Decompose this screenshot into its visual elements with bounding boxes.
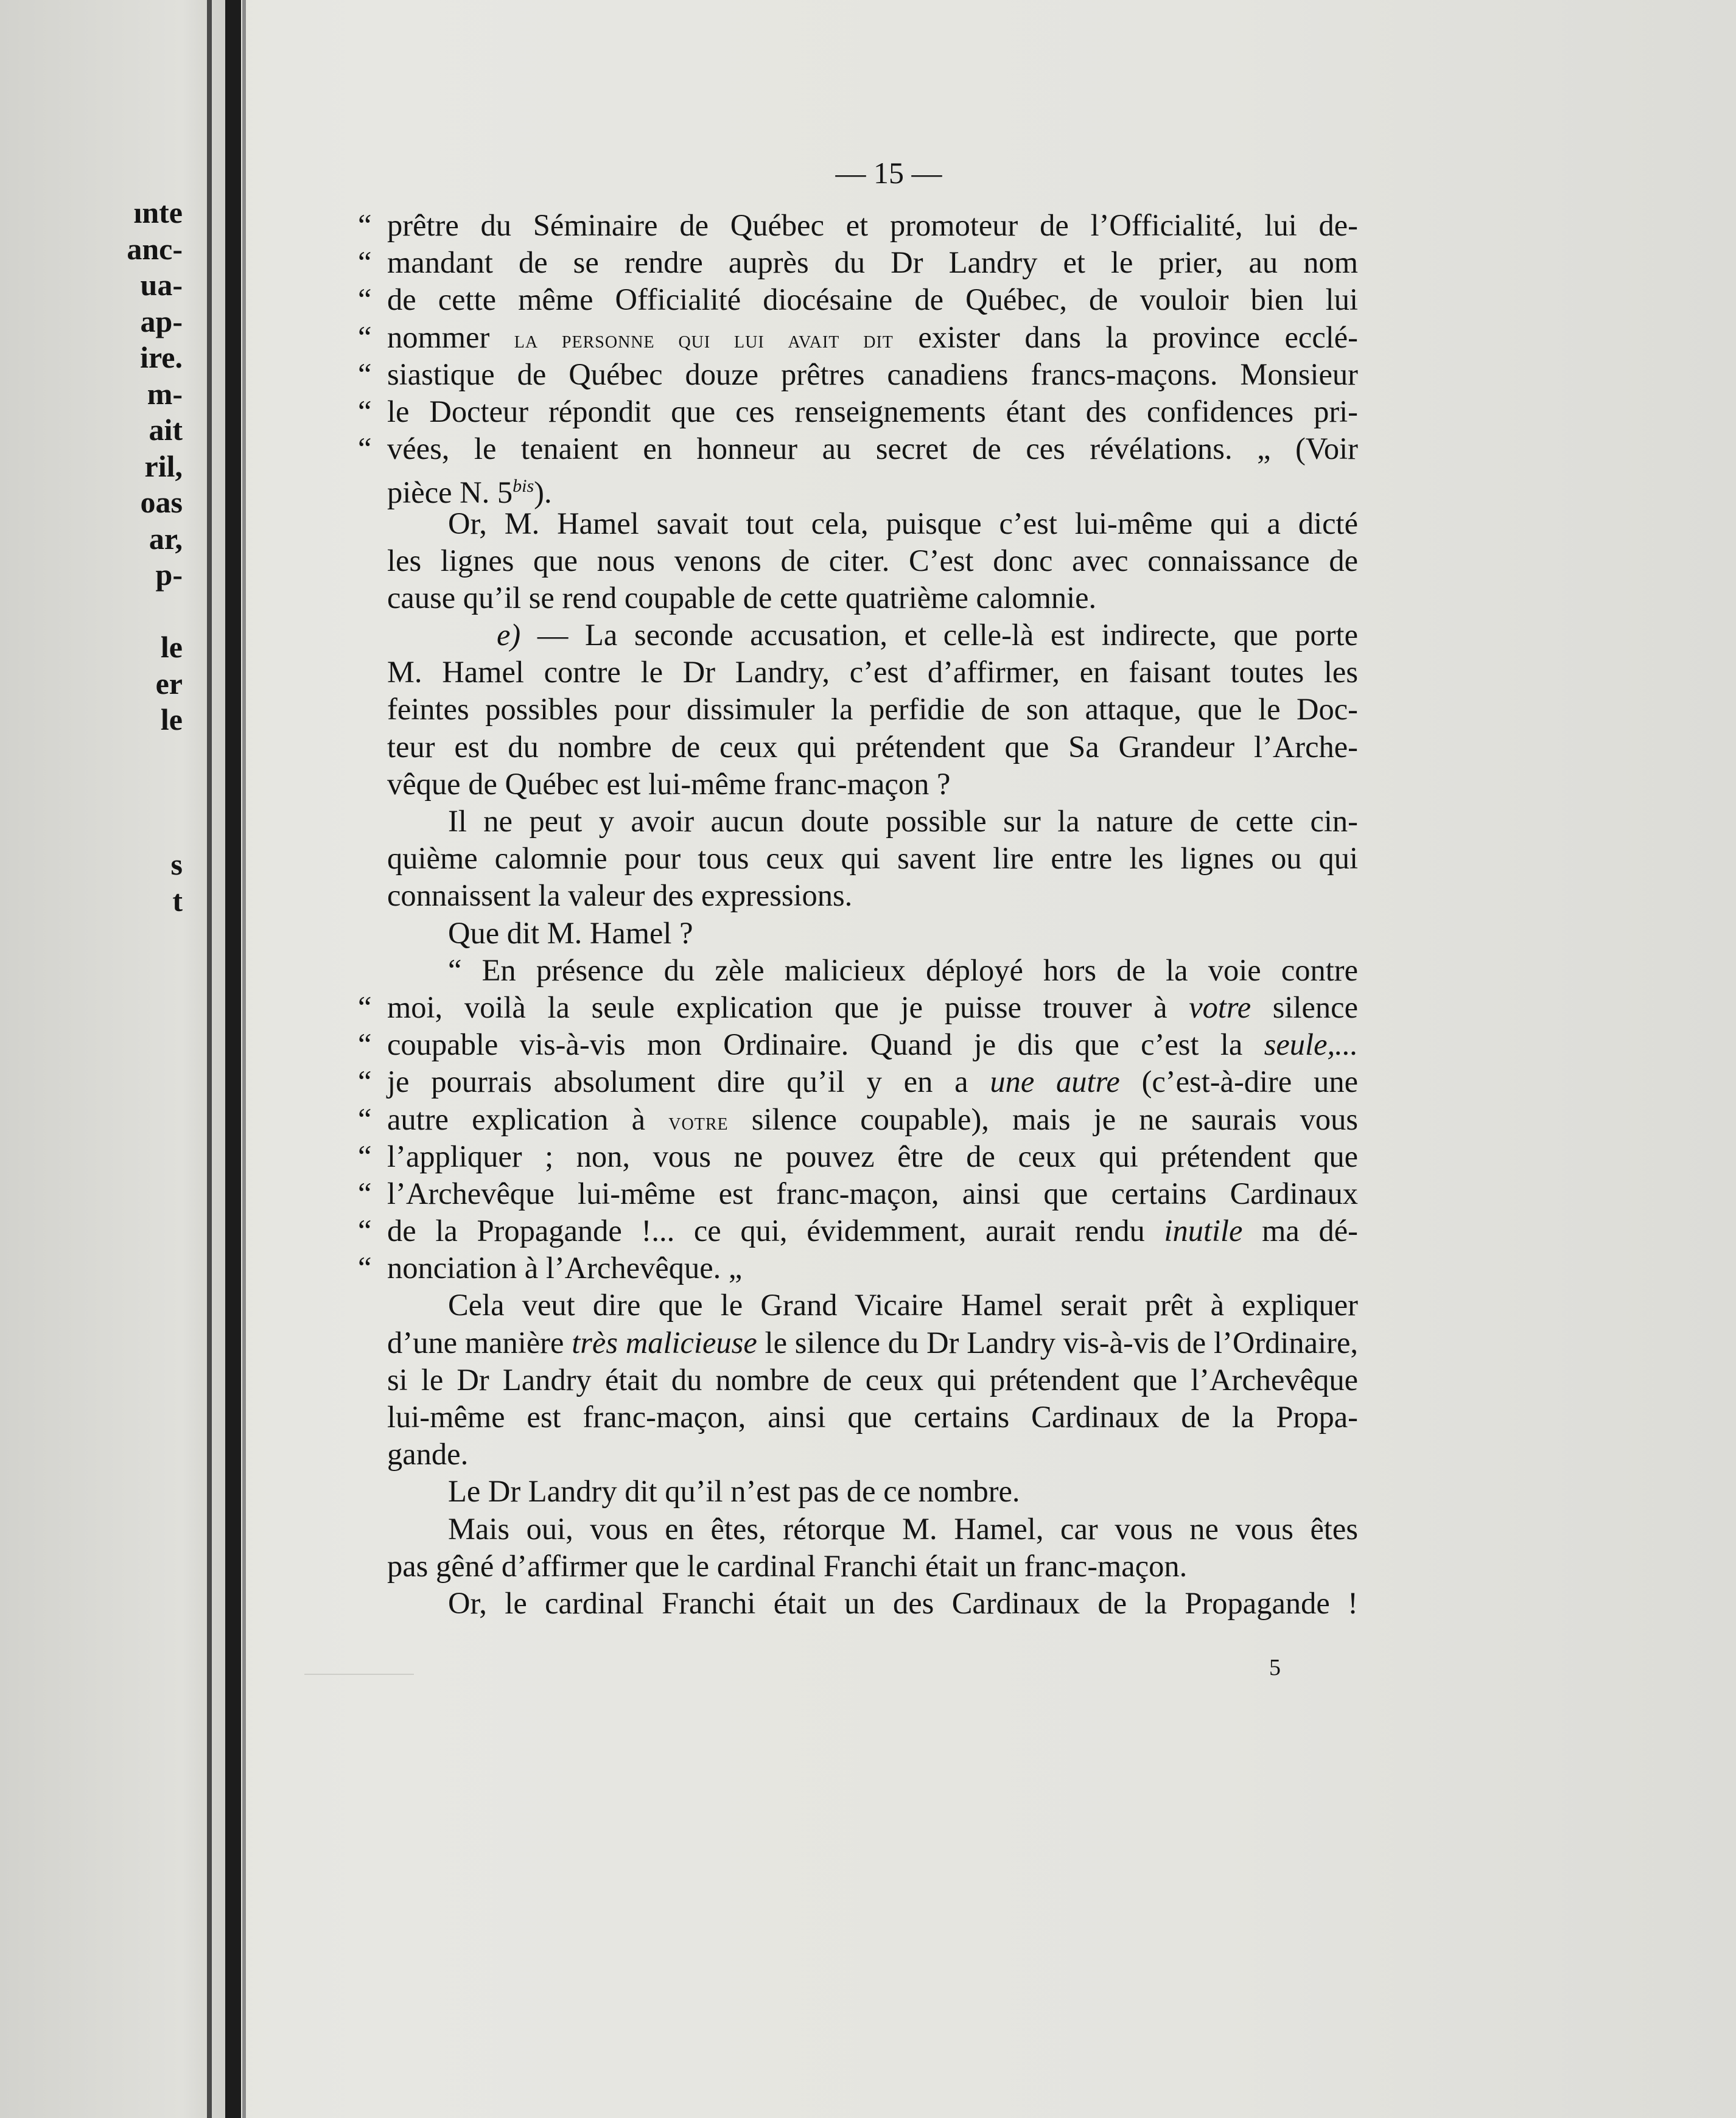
text-run: je pourrais absolument dire qu’il y en a [387,1064,990,1099]
text-line [358,393,1358,430]
margin-fragment [0,811,183,847]
margin-fragment: t [172,883,183,918]
margin-fragment: ap- [140,304,183,338]
gutter-edge [242,0,246,2118]
text-line [387,1399,1358,1436]
margin-fragment: ire. [140,340,183,374]
text-run: (c’est-à-dire une [1119,1064,1358,1099]
small-caps-text: votre [668,1107,729,1135]
margin-fragment: oas [140,485,183,519]
text-run: mandant de se rendre auprès du Dr Landry et le prier, au nom [387,245,1358,280]
text-run: Or, M. Hamel savait tout cela, puisque c’est lui-même qui a dicté [448,506,1358,540]
quote-mark: “ [358,1214,372,1248]
quote-mark: “ [358,245,372,280]
text-run: coupable vis-à-vis mon Ordinaire. Quand je dis que c’est la [387,1027,1264,1062]
quote-mark: “ [358,394,372,428]
signature-mark: 5 [1269,1655,1281,1680]
text-run: Or, le cardinal Franchi était un des Cardinaux de la Propagande ! [448,1585,1358,1620]
gutter-shadow [207,0,212,2118]
text-line [387,505,1358,542]
text-run: “ En présence du zèle malicieux déployé hors de la voie contre [448,952,1358,987]
text-run: pas gêné d’affirmer que le cardinal Franchi était un franc-maçon. [387,1548,1188,1583]
text-line [358,989,1358,1026]
margin-fragment: ua- [140,268,183,302]
margin-fragment: ar, [149,521,183,556]
text-run: l’Archevêque lui-même est franc-maçon, ainsi que certains Cardinaux [387,1176,1358,1211]
text-run: l’appliquer ; non, vous ne pouvez être de ceux qui prétendent que [387,1139,1358,1173]
text-line [387,840,1358,877]
text-run: nommer [387,320,514,354]
text-line [387,803,1358,840]
text-line [387,952,1358,989]
text-run: M. Hamel contre le Dr Landry, c’est d’affirmer, en faisant toutes les [387,655,1358,690]
text-line [387,617,1358,654]
text-line [387,766,1358,803]
quote-mark: “ [358,208,372,242]
text-line [387,1585,1358,1622]
italic-text: une autre [990,1064,1120,1099]
text-line [358,244,1358,281]
quote-mark: “ [358,1251,372,1285]
quote-mark: “ [358,1027,372,1062]
text-run: Il ne peut y avoir aucun doute possible sur la nature de cette cin- [448,804,1358,838]
adjacent-page-edge [0,0,225,2118]
text-run: moi, voilà la seule explication que je puisse trouver à [387,990,1189,1024]
quote-mark: “ [358,1176,372,1211]
margin-fragment [0,774,183,811]
text-run: les lignes que nous venons de citer. C’est donc avec connaissance de [387,543,1358,578]
text-run: connaissent la valeur des expressions. [387,878,853,913]
text-line [358,281,1358,318]
text-run: d’une manière [387,1325,572,1360]
quote-mark: “ [358,282,372,317]
text-run: autre explication à [387,1102,669,1136]
text-line [358,319,1358,356]
text-run: — La seconde accusation, et celle-là est indirecte, que porte [520,618,1358,652]
text-line [387,915,1358,952]
book-gutter [225,0,241,2118]
quote-mark: “ [358,1139,372,1173]
text-run: si le Dr Landry était du nombre de ceux qui prétendent que l’Archevêque [387,1362,1358,1397]
text-line [358,1063,1358,1100]
text-run: Mais oui, vous en êtes, rétorque M. Hamel, car vous ne vous êtes [448,1511,1358,1546]
margin-fragment: le [160,630,183,664]
text-line [387,877,1358,914]
text-run: feintes possibles pour dissimuler la perfidie de son attaque, que le Doc- [387,692,1358,727]
italic-text: e) [497,618,521,652]
text-run: vêque de Québec est lui-même franc-maçon ? [387,766,951,801]
text-line [387,1324,1358,1361]
italic-text: inutile [1164,1214,1243,1248]
text-line [358,1101,1358,1138]
text-line [387,691,1358,728]
body-text [358,207,1358,1622]
text-run: de la Propagande !... ce qui, évidemment, aurait rendu [387,1214,1164,1248]
adjacent-page-text-fragments [0,195,183,919]
text-run: Que dit M. Hamel ? [448,915,693,950]
text-run: teur est du nombre de ceux qui prétendent que Sa Grandeur l’Arche- [387,729,1358,764]
text-line [387,579,1358,617]
text-line [358,207,1358,244]
text-line [387,1287,1358,1324]
text-run: siastique de Québec douze prêtres canadiens francs-maçons. Monsieur [387,357,1358,391]
margin-fragment: le [160,702,183,736]
superscript-text: bis [513,476,534,497]
text-line [358,1175,1358,1212]
text-line [358,1138,1358,1175]
text-run: ma dé- [1242,1214,1358,1248]
quote-mark: “ [358,990,372,1024]
text-line [387,1548,1358,1585]
text-run: prêtre du Séminaire de Québec et promoteur de l’Officialité, lui de- [387,208,1358,242]
italic-text: votre [1189,990,1251,1024]
text-run: nonciation à l’Archevêque. „ [387,1251,743,1285]
quote-mark: “ [358,357,372,391]
text-line [387,654,1358,691]
text-line [358,356,1358,393]
text-run: Cela veut dire que le Grand Vicaire Hamel serait prêt à expliquer [448,1288,1358,1323]
page-number: — 15 — [835,156,942,190]
margin-fragment: anc- [127,231,183,266]
text-run: vées, le tenaient en honneur au secret de ces révélations. „ (Voir [387,432,1358,466]
text-run: le Docteur répondit que ces renseignements étant des confidences pri- [387,394,1358,428]
margin-fragment: m- [147,376,183,411]
text-line [387,467,1358,510]
text-line [387,1511,1358,1548]
margin-fragment: ait [149,413,183,447]
text-run: cause qu’il se rend coupable de cette quatrième calomnie. [387,580,1097,615]
quote-mark: “ [358,432,372,466]
text-run: pièce N. 5 [387,475,513,510]
text-line [358,430,1358,467]
text-line [387,1361,1358,1399]
text-line [387,1473,1358,1510]
text-run: ). [534,475,552,510]
text-run: silence [1251,990,1358,1024]
text-run: lui-même est franc-maçon, ainsi que certains Cardinaux de la Propa- [387,1400,1358,1434]
margin-fragment [0,738,183,775]
text-line [387,1436,1358,1473]
text-line [358,1249,1358,1287]
text-line [358,1026,1358,1063]
text-line [387,542,1358,579]
text-run: gande. [387,1437,469,1472]
margin-fragment: ınte [133,195,183,229]
quote-mark: “ [358,1102,372,1136]
italic-text: très malicieuse [572,1325,757,1360]
margin-fragment [0,593,183,630]
quote-mark: “ [358,320,372,354]
text-run: de cette même Officialité diocésaine de Québec, de vouloir bien lui [387,282,1358,317]
text-line [387,729,1358,766]
margin-fragment: p- [155,557,183,592]
quote-mark: “ [358,1064,372,1099]
margin-fragment: er [155,666,183,701]
text-run: silence coupable), mais je ne saurais vous [728,1102,1358,1136]
text-run: exister dans la province ecclé- [893,320,1358,354]
margin-fragment: ril, [144,449,183,483]
text-line [358,1212,1358,1249]
text-run: Le Dr Landry dit qu’il n’est pas de ce nombre. [448,1474,1020,1509]
text-run: quième calomnie pour tous ceux qui savent lire entre les lignes ou qui [387,841,1358,876]
italic-text: seule,... [1264,1027,1358,1062]
text-run: le silence du Dr Landry vis-à-vis de l’Ordinaire, [757,1325,1358,1360]
margin-fragment: s [170,847,183,881]
smudge-line [304,1674,414,1675]
small-caps-text: la personne qui lui avait dit [514,325,894,353]
